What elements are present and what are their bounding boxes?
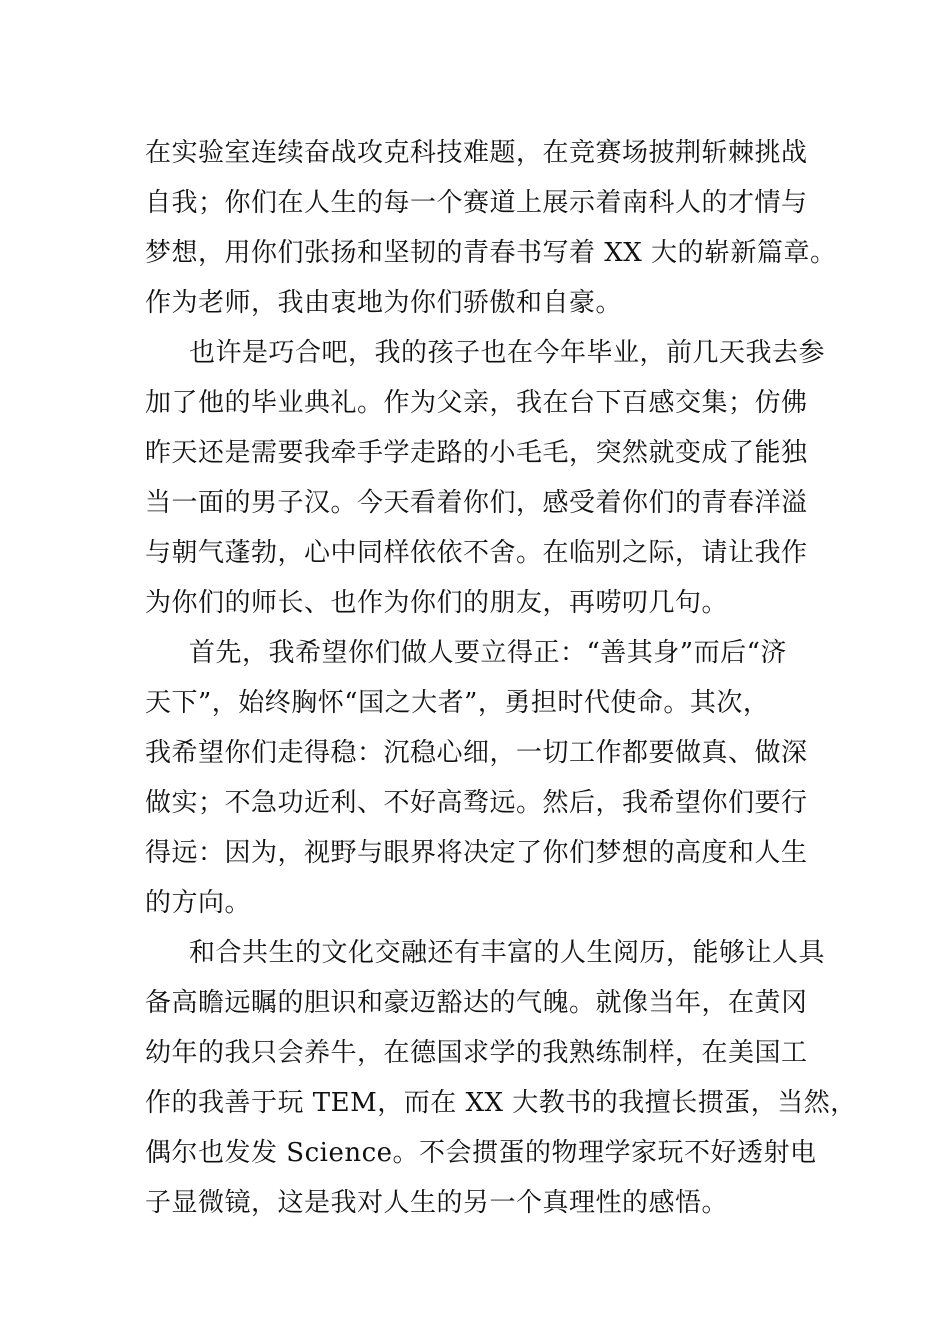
text-line: 作为老师，我由衷地为你们骄傲和自豪。 <box>145 288 623 318</box>
text-line: 的方向。 <box>145 888 252 918</box>
text-line: 子显微镜，这是我对人生的另一个真理性的感悟。 <box>145 1188 729 1218</box>
text-line: 为你们的师长、也作为你们的朋友，再唠叨几句。 <box>145 588 729 618</box>
paragraph-start-line: 和合共生的文化交融还有丰富的人生阅历，能够让人具 <box>189 938 826 968</box>
text-line: 幼年的我只会养牛，在德国求学的我熟练制样，在美国工 <box>145 1038 808 1068</box>
text-line: 当一面的男子汉。今天看着你们，感受着你们的青春洋溢 <box>145 488 808 518</box>
text-line: 在实验室连续奋战攻克科技难题，在竞赛场披荆斩棘挑战 <box>145 138 808 168</box>
document-body <box>145 128 857 1228</box>
text-line: 偶尔也发发 Science。不会掼蛋的物理学家玩不好透射电 <box>145 1138 817 1168</box>
text-line: 昨天还是需要我牵手学走路的小毛毛，突然就变成了能独 <box>145 438 808 468</box>
text-line: 天下”，始终胸怀“国之大者”，勇担时代使命。其次， <box>145 688 770 718</box>
text-line: 得远：因为，视野与眼界将决定了你们梦想的高度和人生 <box>145 838 808 868</box>
text-line: 做实；不急功近利、不好高骛远。然后，我希望你们要行 <box>145 788 808 818</box>
paragraph-start-line: 首先，我希望你们做人要立得正：“善其身”而后“济 <box>189 638 787 668</box>
text-line: 与朝气蓬勃，心中同样依依不舍。在临别之际，请让我作 <box>145 538 808 568</box>
text-line: 作的我善于玩 TEM，而在 XX 大教书的我擅长掼蛋，当然， <box>145 1088 857 1118</box>
text-line: 梦想，用你们张扬和坚韧的青春书写着 XX 大的崭新篇章。 <box>145 238 837 268</box>
text-line: 备高瞻远瞩的胆识和豪迈豁达的气魄。就像当年，在黄冈 <box>145 988 808 1018</box>
text-line: 加了他的毕业典礼。作为父亲，我在台下百感交集；仿佛 <box>145 388 808 418</box>
paragraph-start-line: 也许是巧合吧，我的孩子也在今年毕业，前几天我去参 <box>189 338 826 368</box>
text-line: 自我；你们在人生的每一个赛道上展示着南科人的才情与 <box>145 188 808 218</box>
text-line: 我希望你们走得稳：沉稳心细，一切工作都要做真、做深 <box>145 738 808 768</box>
